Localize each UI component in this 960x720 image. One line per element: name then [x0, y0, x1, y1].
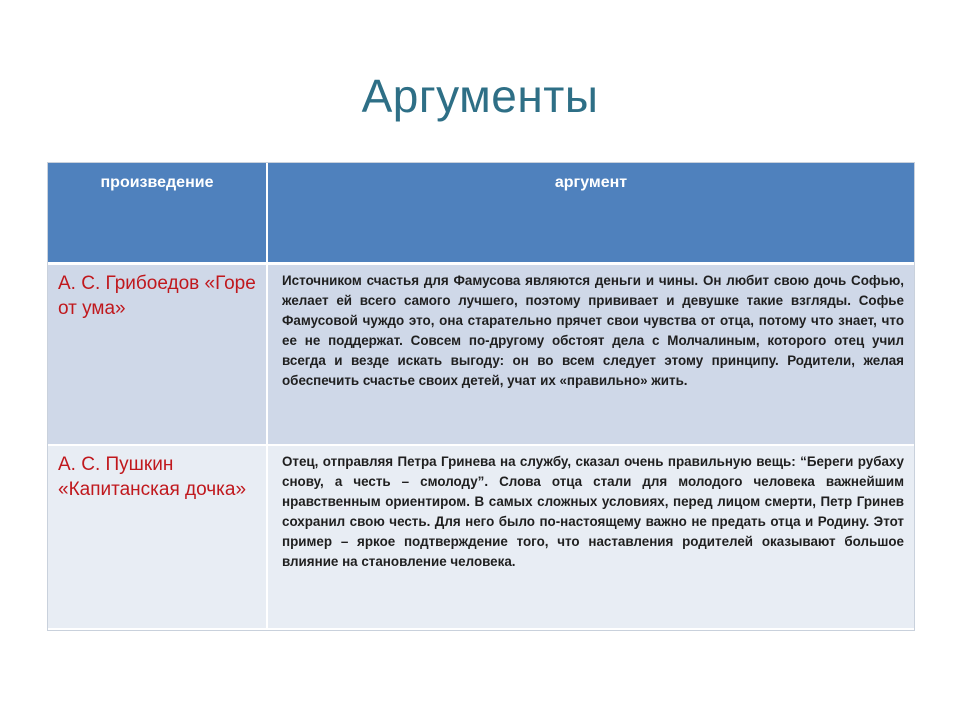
work-cell: А. С. Пушкин «Капитанская дочка»: [48, 445, 267, 629]
slide-title: Аргументы: [361, 70, 599, 122]
table-header-row: [48, 163, 914, 263]
table-row: [48, 263, 914, 445]
argument-cell: Отец, отправляя Петра Гринева на службу, сказал очень правильную вещь: “Береги рубаху снову, а честь – смолоду”. Слова отца стали для молодого человека важнейшим нравственным ориентиром. В самых сложных условиях, перед лицом смерти, Петр Гринев сохранил свою честь. Для него было по-настоящему важно не предать отца и Родину. Этот пример – яркое подтверждение того, что наставления родителей оказывают большое влияние на становление человека.: [267, 445, 914, 629]
arguments-table: [48, 163, 914, 630]
column-header-argument: аргумент: [267, 163, 914, 263]
table-row: [48, 445, 914, 629]
work-cell: А. С. Грибоедов «Горе от ума»: [48, 263, 267, 445]
argument-cell: Источником счастья для Фамусова являются деньги и чины. Он любит свою дочь Софью, желает ей всего самого лучшего, поэтому прививает и девушке такие взгляды. Софье Фамусовой чуждо это, она старательно прячет свои чувства от отца, потому что знает, что ее не поддержат. Совсем по-другому обстоят дела с Молчалиным, которого отец учил всегда и везде искать выгоду: он во всем следует этому принципу. Родители, желая обеспечить счастье своих детей, учат их «правильно» жить.: [267, 263, 914, 445]
column-header-work: произведение: [48, 163, 267, 263]
